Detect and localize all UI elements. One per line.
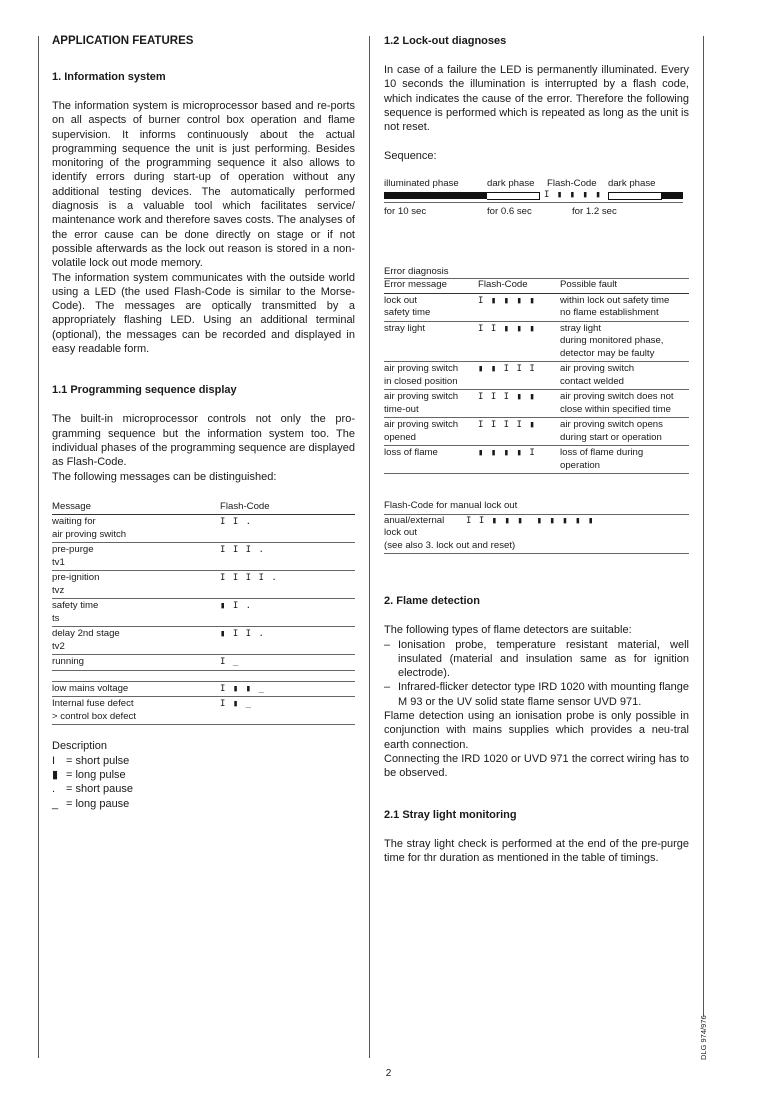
description-text: = long pulse [66,768,126,781]
error-line: opened [384,431,417,443]
error-diagnosis-title: Error diagnosis [384,265,449,277]
table-row [384,446,689,474]
table-row [52,543,355,571]
error-line: air proving switch [384,419,459,431]
column-header-possible-fault: Possible fault [560,279,689,294]
message-line: pre-ignition [52,572,100,584]
fault-line: close within specified time [560,403,671,415]
message-line: > control box defect [52,710,136,722]
message-line: Internal fuse defect [52,698,134,710]
flame-detection-paragraph-2: Flame detection using an ionisation probe is only possible in conjunction with mains supplies which provides a neu-tral earth connection. [384,710,689,751]
fault-line: contact welded [560,375,624,387]
error-diagnosis-table [384,278,689,474]
description-block [52,739,355,810]
lockout-diagnoses-heading: 1.2 Lock-out diagnoses [384,35,507,47]
manual-lockout-note: (see also 3. lock out and reset) [384,540,689,555]
message-line: low mains voltage [52,682,129,694]
message-line: tvz [52,584,65,596]
column-header-flash-code: Flash-Code [478,279,560,294]
message-line: tv1 [52,556,65,568]
manual-lockout-block [384,500,689,554]
description-title: Description [52,740,108,753]
flash-code-marks: I ▮ ▮ ▮ ▮ [544,189,602,200]
messages-table [52,501,355,726]
description-symbol: ▮ [52,768,59,781]
fault-line: air proving switch [560,363,635,375]
flash-code: I I . [220,517,253,528]
information-system-paragraph-2: The information system communicates with the outside world using a LED (the used Flash-Code is similar to the Morse-Code). The messages are optically transmitted by a appropriately flashing LED. Using an additional terminal (optional), the messages can be recorded and displayed in easy readable form. [52,271,355,356]
dark-bar-2 [608,192,662,200]
table-row [52,697,355,725]
message-line: ts [52,612,60,624]
flame-detector-list [384,638,689,709]
manual-lockout-line-2: lock out [384,527,418,539]
application-features-heading: APPLICATION FEATURES [52,35,194,47]
error-line: time-out [384,403,419,415]
dark-phase-label-2: dark phase [608,177,656,189]
flash-code: I I ▮ ▮ ▮ [478,323,536,334]
error-line: air proving switch [384,391,459,403]
flash-code: I ▮ ▮ _ [220,683,265,694]
stray-light-heading: 2.1 Stray light monitoring [384,808,517,821]
list-item: – Ionisation probe, temperature resistant material, well insulated (material and insulation same as for ignition electrode). [384,638,689,680]
manual-lockout-line [384,515,689,528]
error-line: safety time [384,307,431,319]
error-line: air proving switch [384,363,459,375]
flash-code-label: Flash-Code [547,177,597,189]
flash-code: ▮ I I . [220,629,265,640]
table-row [384,362,689,390]
right-column [384,34,689,865]
left-margin-rule [38,36,39,1058]
description-symbol: . [52,783,56,796]
column-header-message: Message [52,501,220,515]
list-item-text: Infrared-flicker detector type IRD 1020 with mounting flange M 93 or the UV solid state flame sensor UVD 971. [398,681,689,708]
message-line: air proving switch [52,528,127,540]
document-code: DLG 974/976 [699,1015,708,1060]
table-row [384,418,689,446]
table-row [52,571,355,599]
table-row [52,627,355,655]
stray-light-paragraph: The stray light check is performed at the end of the pre-purge time for thr duration as mentioned in the table of timings. [384,837,689,864]
table-row [384,321,689,362]
sequence-diagram [384,178,689,220]
description-item [52,782,355,796]
messages-intro: The following messages can be distinguished: [52,470,277,483]
dark-bar [487,192,540,200]
table-spacer-row [52,670,355,681]
message-line: tv2 [52,640,65,652]
flash-code: I I I . [220,545,265,556]
page-number: 2 [385,1068,392,1079]
table-row [384,390,689,418]
right-margin-rule [703,36,704,1016]
message-line: running [52,656,85,668]
table-header-row [384,279,689,294]
message-line: safety time [52,600,99,612]
manual-lockout-code: I I ▮ ▮ ▮ ▮ ▮ ▮ ▮ ▮ [466,515,595,526]
flame-detection-heading: 2. Flame detection [384,595,480,608]
description-symbol: I [52,754,56,767]
fault-line: stray light [560,322,602,334]
illuminated-bar-end [661,192,683,199]
error-line: loss of flame [384,447,438,459]
flame-detection-paragraph-3: Connecting the IRD 1020 or UVD 971 the correct wiring has to be observed. [384,752,689,780]
flash-code: I I I ▮ ▮ [478,392,536,403]
programming-sequence-paragraph: The built-in microprocessor controls not only the pro-gramming sequence but the information system too. The individual phases of the programming sequence are displayed as Flash-Code. [52,413,355,469]
column-divider [369,36,370,1058]
column-header-error-message: Error message [384,279,478,294]
flash-code: I ▮ _ [220,699,253,710]
sequence-baseline [384,202,683,203]
fault-line: loss of flame during [560,447,644,459]
flash-code: ▮ I . [220,601,253,612]
information-system-paragraph-1: The information system is microprocessor based and re-ports on all aspects of burner control box operation and flame supervision. It informs continuously about the actual programming sequence the unit is just performing. Besides monitoring of the programming sequence it also allows to identify errors during start-up of operation without any additional testing devices. The automatically performed diagnosis is a valuable tool which facilitates service/ maintenance work and therefore saves costs. The analyses of the error cause can be done directly on stage or if not possible afterwards as the lock out reason is stored in a non-volatile lock out mode memory. [52,100,355,270]
sequence-label: Sequence: [384,150,437,163]
time-0-6-sec: for 0.6 sec [487,205,532,217]
table-row [384,293,689,321]
manual-lockout-title: Flash-Code for manual lock out [384,500,689,515]
flash-code: ▮ ▮ I I I [478,364,536,375]
flash-code: I I I I ▮ [478,420,536,431]
time-10-sec: for 10 sec [384,205,427,217]
programming-sequence-heading: 1.1 Programming sequence display [52,384,237,397]
flash-code: I _ [220,657,240,668]
fault-line: during monitored phase, [560,335,664,347]
table-header-row [52,501,355,515]
fault-line: no flame establishment [560,307,659,319]
description-text: = long pause [66,797,130,810]
table-row [52,681,355,697]
table-row [52,655,355,671]
error-line: stray light [384,322,426,334]
information-system-heading: 1. Information system [52,71,166,83]
list-item-text: Ionisation probe, temperature resistant material, well insulated (material and insulation same as for ignition electrode). [398,638,689,680]
description-item [52,768,355,782]
message-line: waiting for [52,516,96,528]
column-header-flash-code: Flash-Code [220,501,355,515]
flash-code: I ▮ ▮ ▮ ▮ [478,295,536,306]
fault-line: air proving switch does not [560,391,674,403]
time-1-2-sec: for 1.2 sec [572,205,617,217]
flame-detection-intro: The following types of flame detectors are suitable: [384,624,632,637]
description-item [52,797,355,811]
fault-line: detector may be faulty [560,347,655,359]
description-text: = short pulse [66,754,130,767]
illuminated-bar [384,192,487,199]
left-column [52,34,355,811]
fault-line: during start or operation [560,431,662,443]
description-symbol: _ [52,797,59,810]
list-item: – Infrared-flicker detector type IRD 1020 with mounting flange M 93 or the UV solid state flame sensor UVD 971. [384,681,689,708]
description-item [52,754,355,768]
message-line: delay 2nd stage [52,628,120,640]
fault-line: within lock out safety time [560,294,670,306]
flash-code: I I I I . [220,573,278,584]
illuminated-phase-label: illuminated phase [384,177,459,189]
description-text: = short pause [66,783,133,796]
error-line: in closed position [384,375,458,387]
fault-line: air proving switch opens [560,419,663,431]
table-row [52,599,355,627]
message-line: pre-purge [52,544,94,556]
dark-phase-label: dark phase [487,177,535,189]
error-line: lock out [384,294,418,306]
lockout-diagnoses-paragraph: In case of a failure the LED is permanently illuminated. Every 10 seconds the illumination is interrupted by a flash code, which indicates the cause of the error. Therefore the following sequence is performed which is repeated as long as the unit is not reset. [384,64,689,134]
fault-line: operation [560,459,601,471]
table-row [52,515,355,543]
flash-code: ▮ ▮ ▮ ▮ I [478,448,536,459]
manual-lockout-label: anual/external [384,514,445,526]
